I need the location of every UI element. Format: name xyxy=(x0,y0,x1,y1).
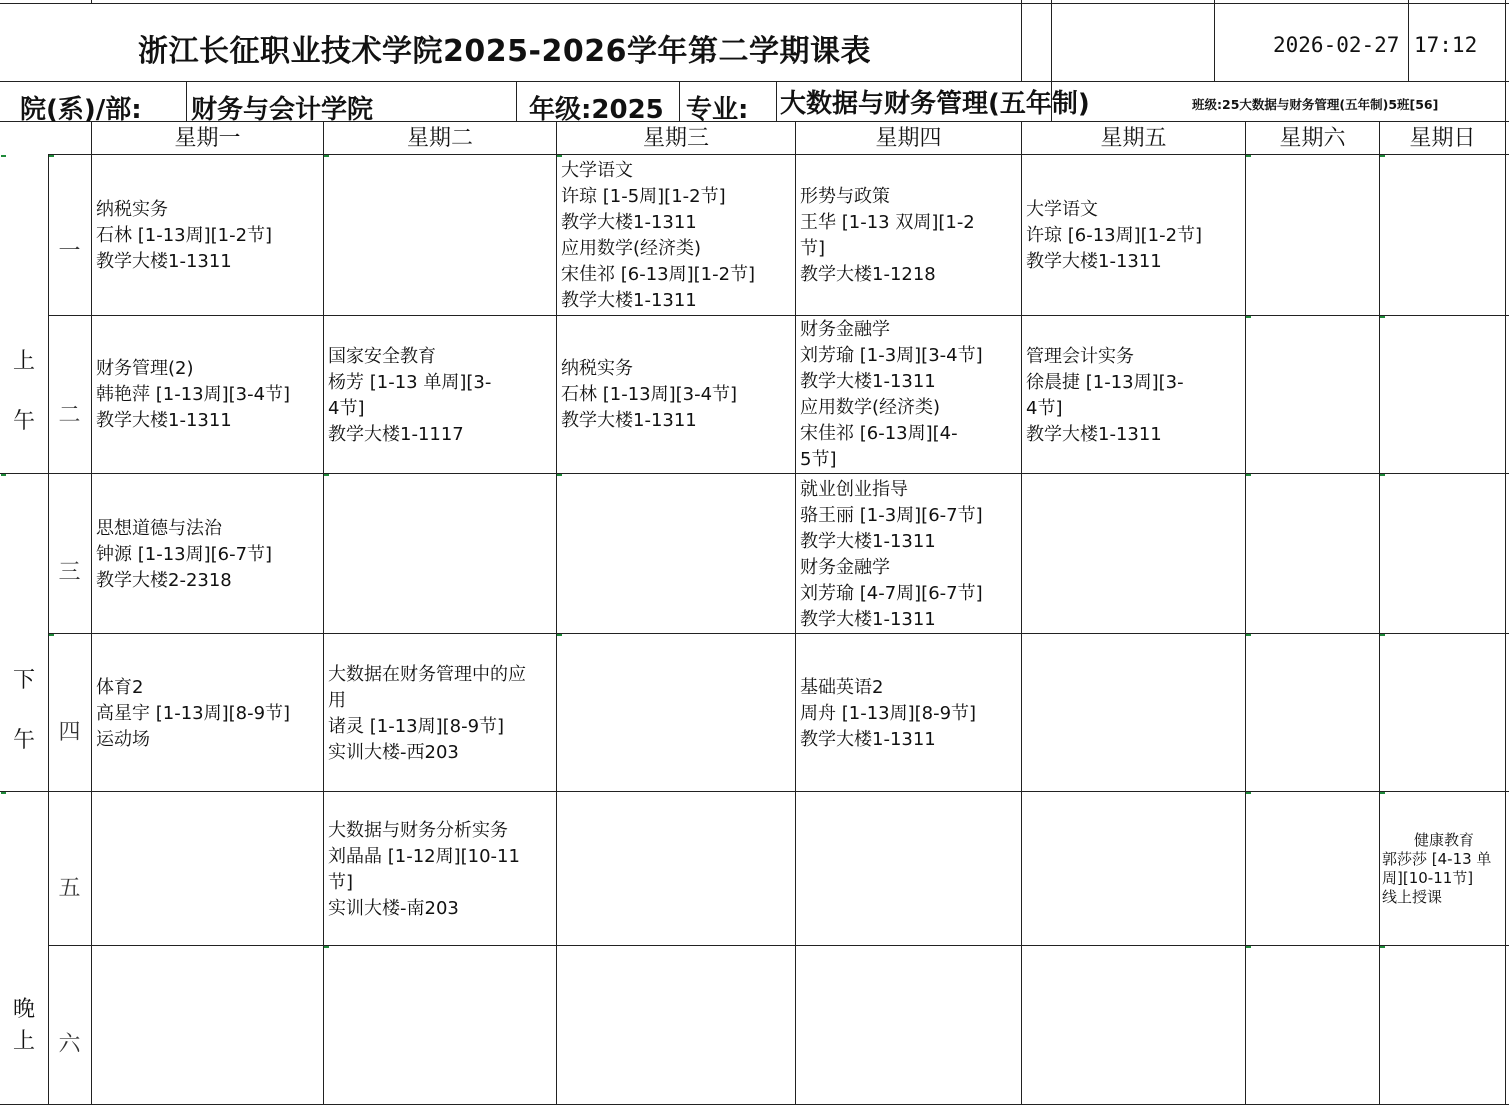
print-time: 17:12 xyxy=(1414,33,1478,57)
page-title: 浙江长征职业技术学院2025-2026学年第二学期课表 xyxy=(138,34,871,69)
course-cell-s5-sun-detail: 郭莎莎 [4-13 单 周][10-11节] 线上授课 xyxy=(1382,850,1492,906)
day-header-sun: 星期日 xyxy=(1409,126,1476,151)
period-afternoon: 下 午 xyxy=(12,668,35,753)
day-header-fri: 星期五 xyxy=(1100,126,1167,151)
print-date: 2026-02-27 xyxy=(1273,33,1400,57)
course-cell-s4-thu: 基础英语2 周舟 [1-13周][8-9节] 教学大楼1-1311 xyxy=(800,677,977,750)
course-cell-s2-fri: 管理会计实务 徐晨捷 [1-13周][3- 4节] 教学大楼1-1311 xyxy=(1026,346,1184,445)
dept-label: 院(系)/部: xyxy=(20,95,142,125)
course-cell-s2-wed: 纳税实务 石林 [1-13周][3-4节] 教学大楼1-1311 xyxy=(561,358,738,431)
course-cell-s4-tue: 大数据在财务管理中的应 用 诸灵 [1-13周][8-9节] 实训大楼-西203 xyxy=(328,664,526,763)
day-header-tue: 星期二 xyxy=(406,126,473,151)
period-evening: 晚 上 xyxy=(12,997,35,1054)
course-cell-s5-tue: 大数据与财务分析实务 刘晶晶 [1-12周][10-11 节] 实训大楼-南203 xyxy=(328,820,520,919)
course-cell-s1-wed: 大学语文 许琼 [1-5周][1-2节] 教学大楼1-1311 应用数学(经济类) 宋佳祁 [6-13周][1-2节] 教学大楼1-1311 xyxy=(561,160,756,311)
section-4: 四 xyxy=(58,720,81,745)
course-cell-s2-mon: 财务管理(2) 韩艳萍 [1-13周][3-4节] 教学大楼1-1311 xyxy=(96,358,291,431)
course-cell-s2-tue: 国家安全教育 杨芳 [1-13 单周][3- 4节] 教学大楼1-1117 xyxy=(328,346,492,445)
dept-value: 财务与会计学院 xyxy=(191,95,374,125)
day-header-mon: 星期一 xyxy=(174,126,241,151)
course-cell-s1-thu: 形势与政策 王华 [1-13 双周][1-2 节] 教学大楼1-1218 xyxy=(800,186,975,285)
course-cell-s3-thu: 就业创业指导 骆王丽 [1-3周][6-7节] 教学大楼1-1311 财务金融学 刘芳瑜 [4-7周][6-7节] 教学大楼1-1311 xyxy=(800,479,983,630)
class-label: 班级:25大数据与财务管理(五年制)5班[56] xyxy=(1192,97,1439,112)
course-cell-s3-mon: 思想道德与法治 钟源 [1-13周][6-7节] 教学大楼2-2318 xyxy=(96,518,273,591)
course-cell-s1-mon: 纳税实务 石林 [1-13周][1-2节] 教学大楼1-1311 xyxy=(96,199,273,272)
section-2: 二 xyxy=(58,403,81,428)
major-value: 大数据与财务管理(五年制) xyxy=(780,89,1090,119)
course-cell-s1-fri: 大学语文 许琼 [6-13周][1-2节] 教学大楼1-1311 xyxy=(1026,199,1203,272)
day-header-thu: 星期四 xyxy=(875,126,942,151)
section-3: 三 xyxy=(58,560,81,585)
course-cell-s4-mon: 体育2 高星宇 [1-13周][8-9节] 运动场 xyxy=(96,677,291,750)
section-6: 六 xyxy=(58,1032,81,1057)
section-1: 一 xyxy=(58,239,81,264)
grade-label: 年级:2025 xyxy=(529,95,664,125)
course-cell-s5-sun-title: 健康教育 xyxy=(1414,831,1475,849)
day-header-sat: 星期六 xyxy=(1279,126,1346,151)
period-morning: 上 午 xyxy=(12,349,35,434)
major-label: 专业: xyxy=(686,95,749,125)
course-cell-s2-thu: 财务金融学 刘芳瑜 [1-3周][3-4节] 教学大楼1-1311 应用数学(经济类) 宋佳祁 [6-13周][4- 5节] xyxy=(800,319,983,470)
section-5: 五 xyxy=(58,876,81,901)
day-header-wed: 星期三 xyxy=(642,126,709,151)
major-value-cell xyxy=(780,84,1090,120)
